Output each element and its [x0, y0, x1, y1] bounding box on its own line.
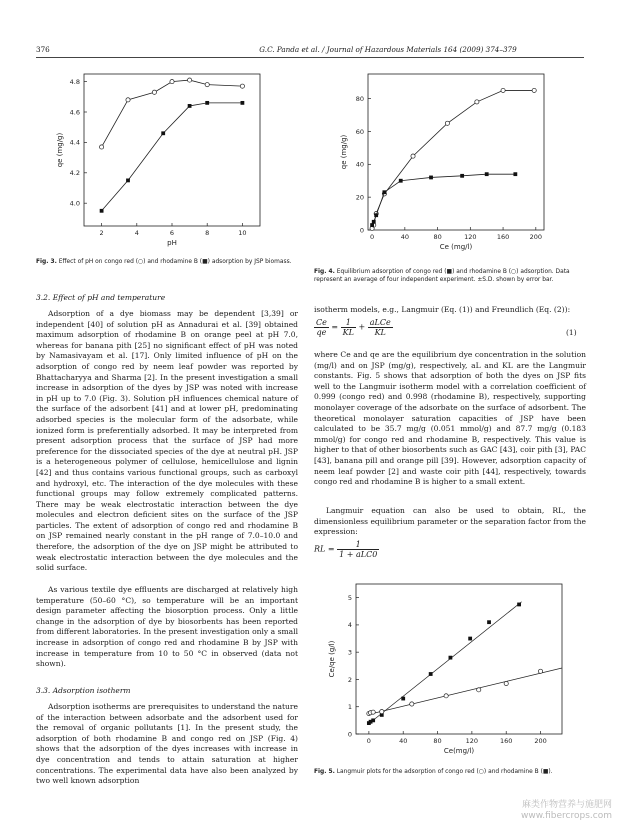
para-isotherm: Adsorption isotherms are prerequisites to understand the nature of the interaction between adsorbate and the adsorbent used for the removal of organic pollutants [1]. In the present study, the adsorption of both rhodamine B and congo red on JSP (Fig. 4) shows that the adsorption of the dyes increases with increase in dye concentration and tends to attain saturation at higher concentrations. The experimental data have also been analyzed by two well known adsorption: [36, 702, 298, 786]
fig5-y-tick-label: 4: [347, 621, 352, 630]
fig5-y-tick-label: 2: [347, 675, 352, 684]
fig5-caption-label: Fig. 5.: [314, 769, 335, 775]
fig5-series-1-point: [429, 672, 433, 676]
fig5-x-tick-label: 200: [534, 737, 547, 745]
section-3-2-heading: 3.2. Effect of pH and temperature: [36, 293, 166, 302]
fig4-series-1-point: [475, 100, 479, 104]
fig5-plot-frame: [356, 584, 562, 734]
fig3-plot-frame: [84, 74, 260, 226]
fig5-caption: [314, 768, 586, 776]
eq1-t2-den: KL: [374, 328, 386, 337]
eq2-lhs: RL: [314, 544, 326, 554]
fig3-y-tick-label: 4.8: [69, 77, 80, 86]
fig4-y-tick-label: 20: [355, 193, 364, 202]
fig3-chart: [44, 66, 270, 256]
fig5-y-tick-label: 5: [347, 593, 352, 602]
fig3-series-1-point: [205, 83, 209, 87]
fig5-x-tick-label: 40: [399, 737, 408, 745]
fig4-y-tick-label: 80: [355, 94, 364, 103]
fig4-series-2-point: [513, 172, 517, 176]
fig4-y-tick-label: 60: [355, 127, 364, 136]
fig5-series-1-point: [468, 637, 472, 641]
fig4-caption-text: Equilibrium adsorption of congo red (■) and rhodamine B (○) adsorption. Data represent an average of four independent experiment. ±S.D. shown by error bar.: [314, 269, 570, 284]
fig4-series-2-point: [460, 174, 464, 178]
fig5-y-tick-label: 1: [347, 703, 352, 712]
fig5-series-2-point: [380, 710, 384, 714]
fig4-x-tick-label: 0: [370, 233, 375, 241]
fig4-y-tick-label: 40: [355, 160, 364, 169]
fig4-y-tick-label: 0: [359, 226, 364, 235]
fig5-series-2-point: [444, 694, 448, 698]
eq1-lhs-den: qe: [316, 328, 327, 337]
section-3-3-heading: 3.3. Adsorption isotherm: [36, 686, 131, 695]
fig3-series-2-point: [205, 101, 209, 105]
eq1-equals: =: [331, 322, 339, 332]
fig3-series-2-point: [188, 104, 192, 108]
fig5-x-tick-label: 120: [465, 737, 479, 745]
fig4-y-axis-label: qe (mg/g): [340, 134, 348, 170]
fig5-series-1-point: [401, 697, 405, 701]
fig3-y-tick-label: 4.2: [69, 169, 80, 178]
para-isotherm-models: isotherm models, e.g., Langmuir (Eq. (1)) and Freundlich (Eq. (2)):: [314, 305, 571, 314]
fig5-y-tick-label: 3: [347, 648, 352, 657]
fig4-x-tick-label: 120: [464, 233, 477, 241]
fig4-series-2-point: [485, 172, 489, 176]
fig3-series-1-point: [188, 78, 192, 82]
fig4-caption-label: Fig. 4.: [314, 269, 335, 275]
para-temperature: As various textile dye effluents are discharged at relatively high temperature (50–60 °C), so temperature will be an important design parameter affecting the biosorption process. Only a little change in the adsorption of dye by biosorbents has been reported from different laboratories. In the present investigation only a small increase in adsorption of congo red and rhodamine B by JSP with increase in temperature from 10 to 50 °C in observed (data not shown).: [36, 585, 298, 669]
fig3-caption-label: Fig. 3.: [36, 259, 57, 265]
fig4-series-2-point: [429, 176, 433, 180]
fig5-series-1-point: [517, 603, 521, 607]
fig5-caption-text: Langmuir plots for the adsorption of congo red (○) and rhodamine B (■).: [336, 769, 553, 775]
page-number: 376: [36, 45, 50, 54]
fig4-series-1-point: [411, 154, 415, 158]
equation-1: [314, 318, 393, 337]
fig3-series-2-line: [102, 103, 243, 211]
watermark-line2: www.fibercrops.com: [521, 811, 612, 821]
equation-2: [314, 540, 379, 559]
fig3-x-axis-label: pH: [167, 239, 177, 247]
para-where: where Ce and qe are the equilibrium dye concentration in the solution (mg/l) and on JSP (mg/g), respectively, aL and KL are the Langmuir constants. Fig. 5 shows that adsorption of both the dyes on JSP fits well to the Langmuir isotherm model with a correlation coefficient of 0.999 (congo red) and 0.998 (rhodamine B), respectively, supporting monolayer coverage of the adsorbate on the surface of adsorbent. The theoretical monolayer saturation capacities of JSP have been calculated to be 35.7 mg/g (0.051 mmol/g) and 87.7 mg/g (0.183 mmol/g) for congo red and rhodamine B, respectively. This value is higher to that of other biosorbents such as GAC [43], coir pith [3], PAC [43], banana pill and orange pill [39]. However, adsorption capacity of neem leaf powder [2] and waste coir pith [44], respectively, towards congo red and rhodamine B is higher to a small extent.: [314, 350, 586, 487]
para-ph-effect: Adsorption of a dye biomass may be dependent [3,39] or independent [40] of solution pH as Annadurai et al. [39] obtained maximum adsorption of rhodamine B on orange peel at pH 7.0, whereas for banana pith [25] no significant effect of pH was noted by Namasivayam et al. [17]. Only limited influence of pH on the adsorption of congo red by neem leaf powder was reported by Bhattacharyya and Sharma [2]. In the present investigation a small increase in adsorption of the dyes by JSP was noted with increase in pH up to 7.0 (Fig. 3). Solution pH influences chemical nature of the surface of the adsorbent [41] and at lower pH, predominating adsorbed species is the molecular form of the adsorbate, while ionized form is preferentially adsorbed. It may be interpreted from present adsorption process that the surface of JSP had more preference for the dissociated species of the dye at neutral pH. JSP is a heterogeneous polymer of cellulose, hemicellulose and lignin [42] and thus contains various functional groups, such as carboxyl and hydroxyl, etc. The interaction of the dye molecules with these functional groups may follow extremely complicated patterns. There may be weak electrostatic interaction between the dye molecules and electron deficient sites on the surface of the JSP particles. The extent of adsorption of congo red and rhodamine B on JSP remained nearly constant in the pH range of 7.0–10.0 and therefore, the adsorption of the dye on JSP might be attributed to weak electrostatic interaction between the dye molecules and the solid surface.: [36, 309, 298, 573]
eq2-equals: =: [327, 544, 335, 554]
fig4-series-1-point: [445, 121, 449, 125]
running-header: G.C. Panda et al. / Journal of Hazardous Materials 164 (2009) 374–379: [259, 45, 517, 54]
eq1-number: (1): [566, 328, 577, 337]
eq1-t2-num: aLCe: [369, 318, 391, 327]
fig5-y-axis-label: Ce/qe (g/l): [328, 640, 336, 678]
fig3-y-axis-label: qe (mg/g): [56, 132, 64, 168]
fig4-series-2-point: [372, 220, 376, 224]
fig5-chart: [326, 578, 570, 766]
fig5-x-axis-label: Ce(mg/l): [443, 747, 475, 755]
fig5-x-tick-label: 0: [366, 737, 371, 745]
fig3-series-1-point: [126, 98, 130, 102]
eq1-t1-den: KL: [342, 328, 354, 337]
watermark-line1: 麻类作物营养与施肥网: [521, 800, 612, 810]
fig5-x-tick-label: 160: [499, 737, 513, 745]
fig3-y-tick-label: 4.6: [69, 108, 80, 117]
fig5-y-tick-label: 0: [347, 730, 352, 739]
fig4-series-2-point: [399, 179, 403, 183]
fig3-y-tick-label: 4.0: [69, 199, 80, 208]
fig3-series-1-point: [240, 84, 244, 88]
fig4-x-axis-label: Ce (mg/l): [439, 243, 473, 251]
fig4-series-1-line: [372, 90, 534, 228]
eq1-lhs-num: Ce: [316, 318, 327, 327]
fig3-x-tick-label: 10: [238, 229, 247, 237]
fig4-plot-frame: [368, 74, 544, 230]
para-langmuir-rl: Langmuir equation can also be used to obtain, RL, the dimensionless equilibrium parameter or the separation factor from the expression:: [314, 506, 586, 537]
fig4-chart: [340, 66, 552, 262]
fig4-x-tick-label: 40: [400, 233, 409, 241]
fig3-series-1-line: [102, 80, 243, 147]
fig3-series-2-point: [241, 101, 245, 105]
fig4-x-tick-label: 160: [496, 233, 510, 241]
eq2-den: 1 + aLC0: [339, 550, 378, 559]
fig3-x-tick-label: 6: [169, 229, 175, 237]
fig4-x-tick-label: 200: [529, 233, 543, 241]
header-rule: [36, 57, 584, 58]
watermark: [521, 800, 612, 822]
fig5-series-2-point: [504, 681, 508, 685]
fig5-series-1-point: [449, 656, 453, 660]
fig3-series-2-point: [100, 209, 104, 213]
fig3-caption: [36, 258, 298, 266]
fig5-fit-line-1: [369, 602, 522, 724]
fig3-x-tick-label: 8: [205, 229, 210, 237]
fig4-series-1-point: [501, 88, 505, 92]
eq2-num: 1: [337, 540, 379, 550]
fig4-caption: [314, 268, 586, 284]
fig3-x-tick-label: 2: [99, 229, 104, 237]
fig5-series-2-point: [538, 669, 542, 673]
fig5-series-2-point: [410, 702, 414, 706]
fig4-series-1-point: [532, 88, 536, 92]
eq1-plus: +: [358, 322, 366, 332]
fig3-series-2-point: [161, 131, 165, 135]
fig5-series-1-point: [371, 718, 375, 722]
fig5-series-2-point: [477, 688, 481, 692]
fig3-series-2-point: [126, 179, 130, 183]
fig4-series-2-point: [382, 190, 386, 194]
fig4-x-tick-label: 80: [433, 233, 442, 241]
fig3-caption-text: Effect of pH on congo red (○) and rhodamine B (■) adsorption by JSP biomass.: [58, 259, 292, 265]
fig5-series-1-point: [487, 620, 491, 624]
fig3-x-tick-label: 4: [134, 229, 139, 237]
fig3-series-1-point: [100, 145, 104, 149]
fig4-series-2-point: [374, 213, 378, 217]
fig5-series-2-point: [371, 710, 375, 714]
fig4-series-2-point: [370, 223, 374, 227]
fig3-series-1-point: [152, 90, 156, 94]
fig3-series-1-point: [170, 80, 174, 84]
fig5-x-tick-label: 80: [433, 737, 442, 745]
fig3-y-tick-label: 4.4: [69, 138, 80, 147]
eq1-t1-num: 1: [341, 318, 356, 328]
fig5-fit-line-2: [369, 668, 562, 714]
